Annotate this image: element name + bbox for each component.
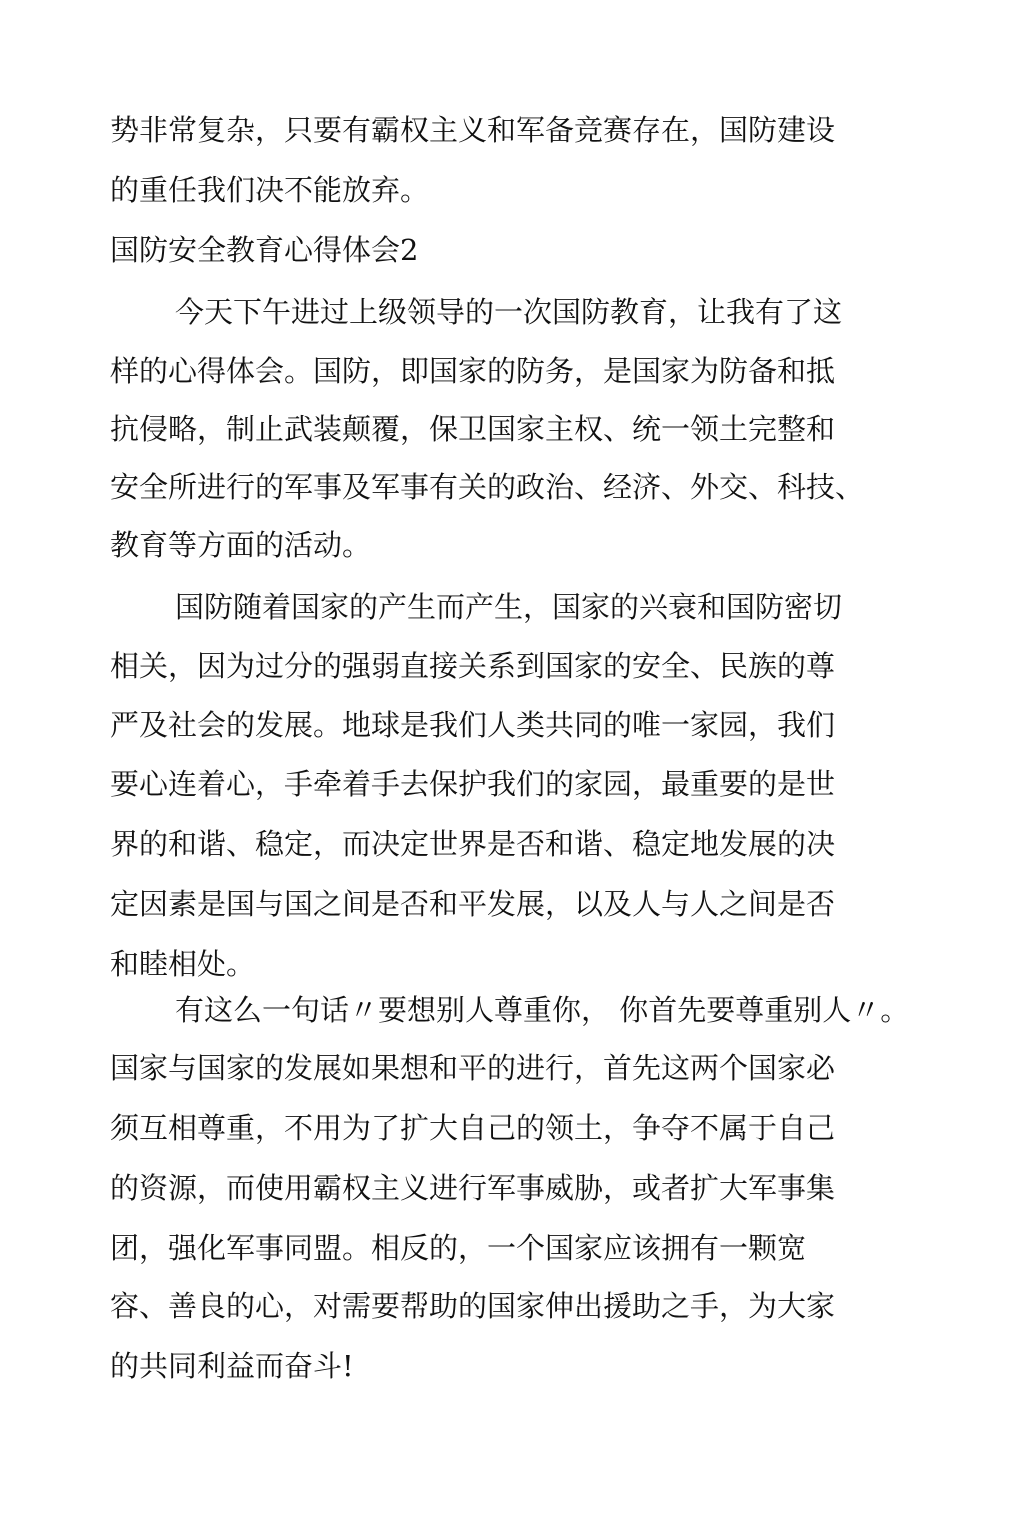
- paragraph-line: 严及社会的发展。地球是我们人类共同的唯一家园，我们: [110, 708, 836, 742]
- paragraph-line: 和睦相处。: [110, 947, 256, 981]
- paragraph-line: 的重任我们决不能放弃。: [110, 173, 430, 207]
- paragraph-line: 样的心得体会。国防，即国家的防务，是国家为防备和抵: [110, 354, 836, 388]
- paragraph-line: 团，强化军事同盟。相反的，一个国家应该拥有一颗宽: [110, 1231, 807, 1265]
- paragraph-line: 容、善良的心，对需要帮助的国家伸出援助之手，为大家: [110, 1289, 836, 1323]
- paragraph-line: 定因素是国与国之间是否和平发展，以及人与人之间是否: [110, 887, 836, 921]
- paragraph-line: 教育等方面的活动。: [110, 528, 372, 562]
- paragraph-line: 势非常复杂，只要有霸权主义和军备竞赛存在，国防建设: [110, 113, 836, 147]
- paragraph-line: 抗侵略，制止武装颠覆，保卫国家主权、统一领土完整和: [110, 412, 836, 446]
- paragraph-line: 须互相尊重，不用为了扩大自己的领土，争夺不属于自己: [110, 1111, 836, 1145]
- paragraph-line: 相关，因为过分的强弱直接关系到国家的安全、民族的尊: [110, 649, 836, 683]
- paragraph-line: 要心连着心，手牵着手去保护我们的家园，最重要的是世: [110, 767, 836, 801]
- paragraph-line: 的共同利益而奋斗!: [110, 1349, 354, 1383]
- paragraph-line: 界的和谐、稳定，而决定世界是否和谐、稳定地发展的决: [110, 827, 836, 861]
- section-heading: 国防安全教育心得体会2: [110, 233, 419, 267]
- paragraph-line: 今天下午进过上级领导的一次国防教育，让我有了这: [175, 295, 843, 329]
- paragraph-line: 国防随着国家的产生而产生，国家的兴衰和国防密切: [175, 590, 843, 624]
- paragraph-line: 国家与国家的发展如果想和平的进行，首先这两个国家必: [110, 1051, 836, 1085]
- paragraph-line: 的资源，而使用霸权主义进行军事威胁，或者扩大军事集: [110, 1171, 836, 1205]
- paragraph-line: 有这么一句话〃要想别人尊重你， 你首先要尊重别人〃。: [175, 993, 910, 1027]
- paragraph-line: 安全所进行的军事及军事有关的政治、经济、外交、科技、: [110, 470, 865, 504]
